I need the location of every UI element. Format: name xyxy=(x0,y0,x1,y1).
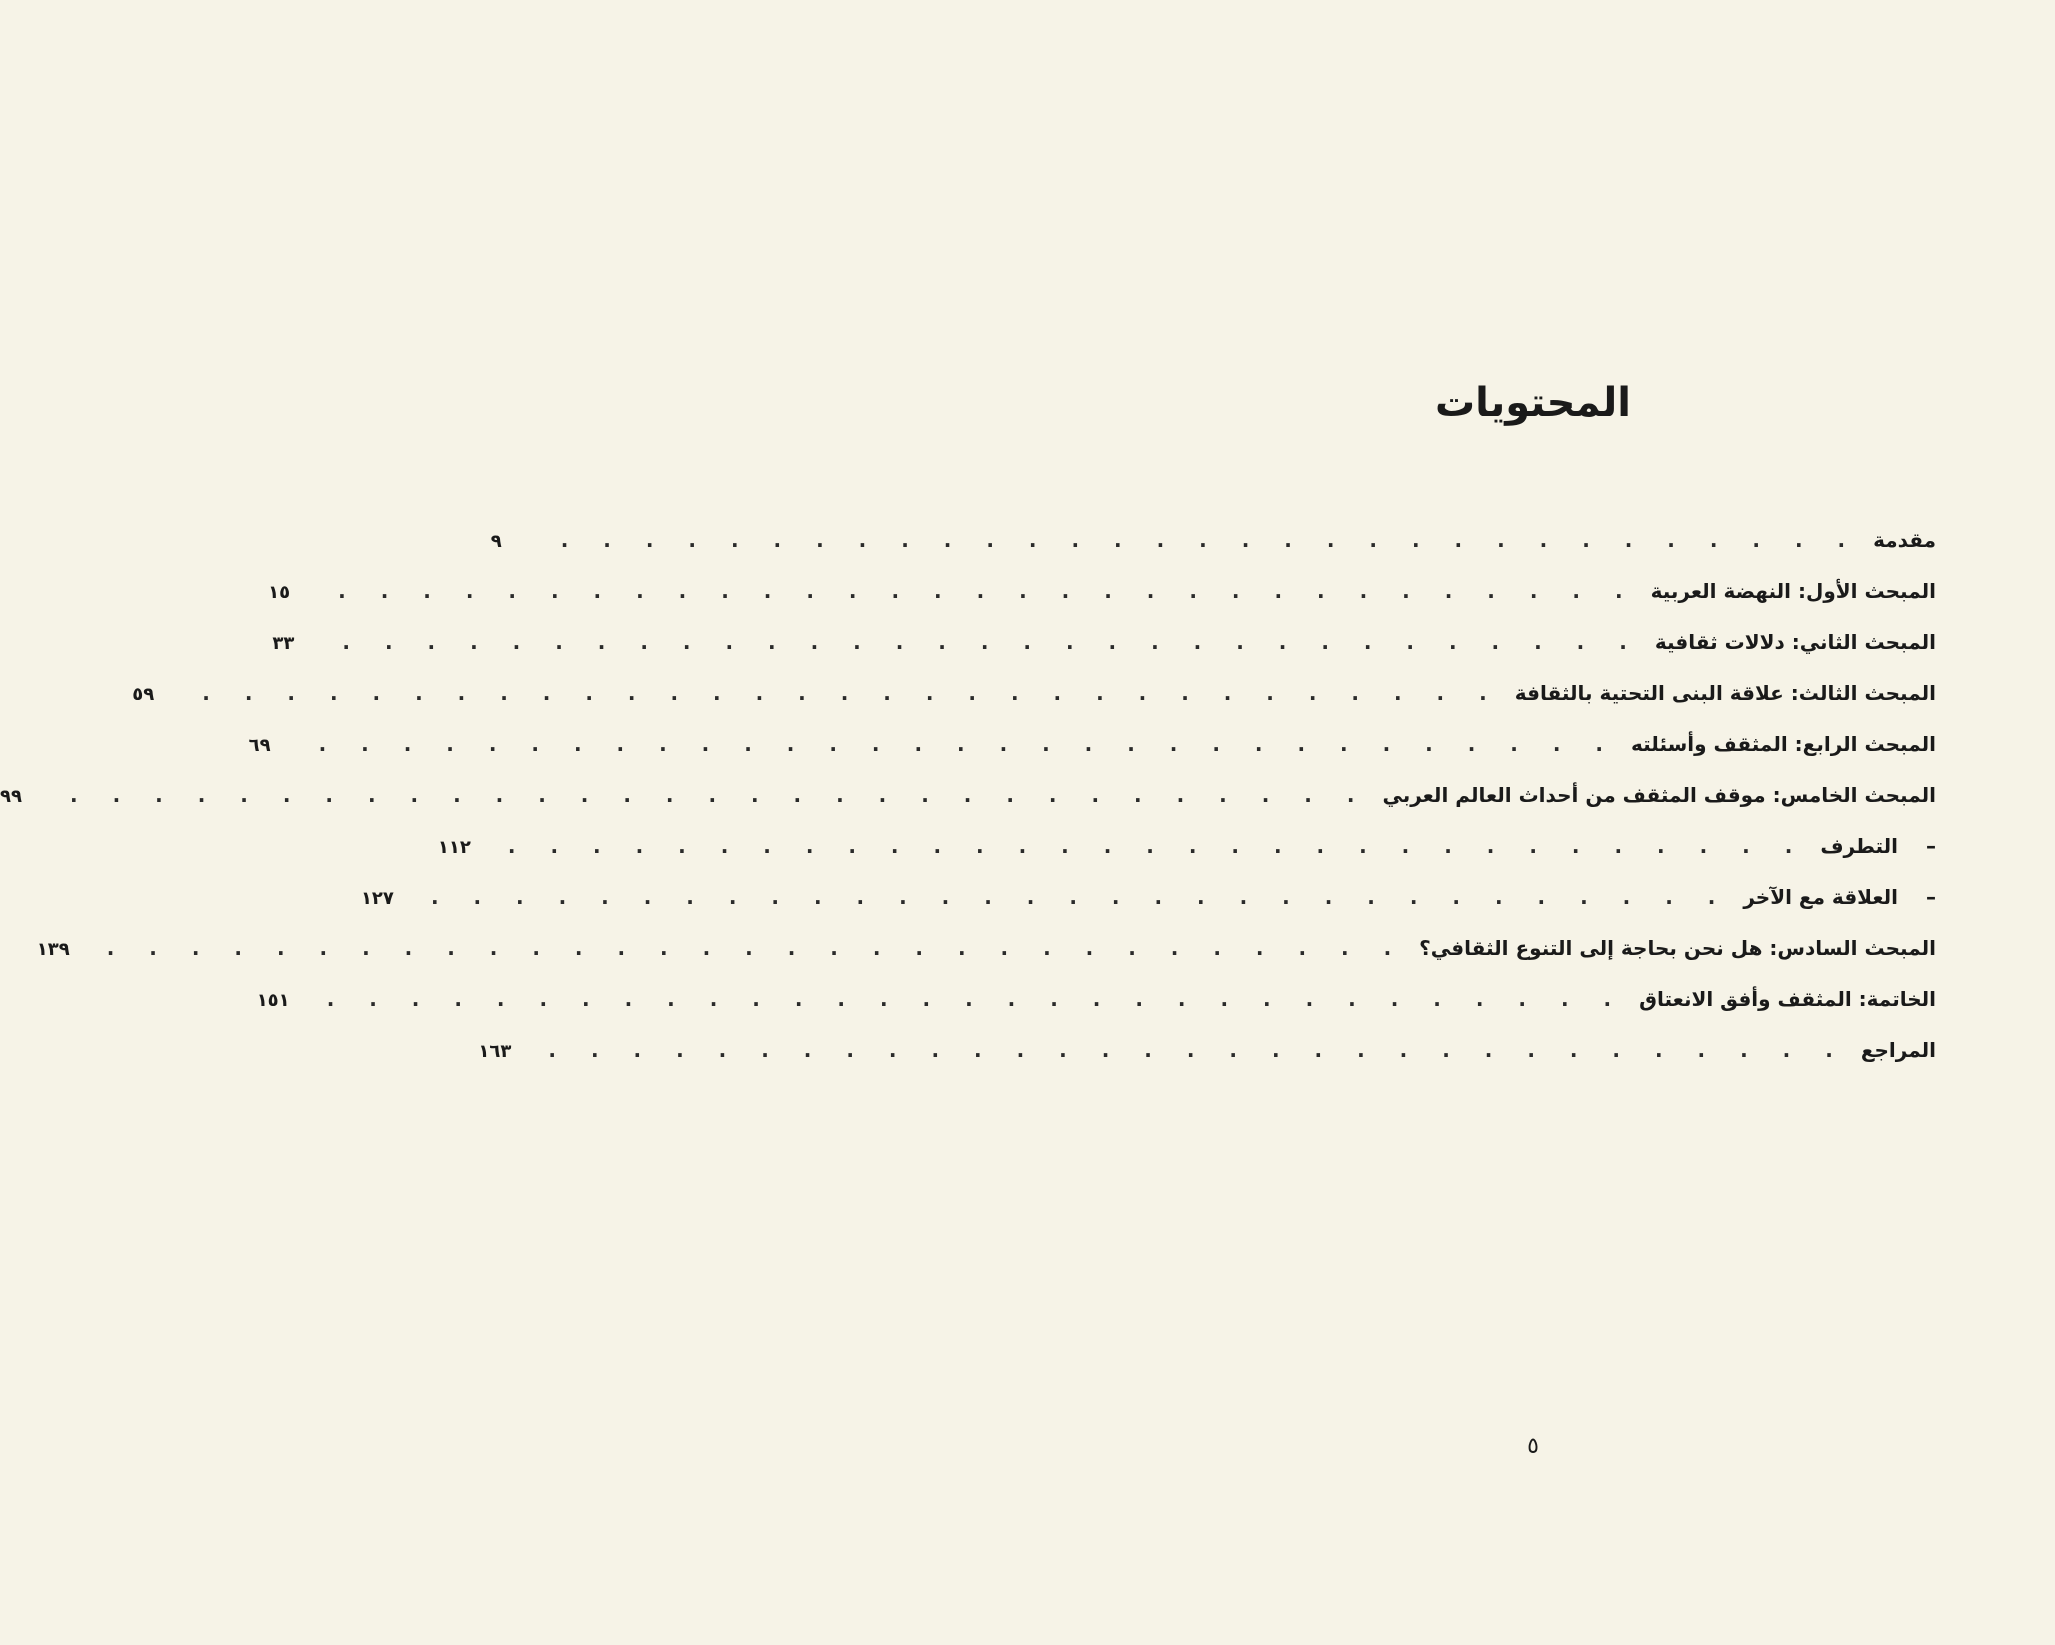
entry-page-number: ١٥١ xyxy=(256,990,290,1011)
entry-page-number: ٩ xyxy=(490,531,502,552)
entry-title: المبحث الخامس: موقف المثقف من أحداث العالم العربي xyxy=(1382,783,1936,807)
toc-entry xyxy=(248,732,1936,783)
toc-entry xyxy=(132,681,1936,732)
dot-leader: . . . . . . . . . . . . . . . . . . . . . . . . . . . . . . . xyxy=(70,783,1369,807)
entry-page-number: ١٢٧ xyxy=(360,888,394,909)
subentry-dash: – xyxy=(1926,885,1936,909)
entry-title: المبحث الثالث: علاقة البنى التحتية بالثقافة xyxy=(1514,681,1936,705)
entry-title: المبحث الثاني: دلالات ثقافية xyxy=(1654,630,1936,654)
entry-page-number: ١٦٣ xyxy=(478,1041,512,1062)
dot-leader: . . . . . . . . . . . . . . . . . . . . . . . . . . . . . . . xyxy=(507,834,1807,858)
entry-title: التطرف xyxy=(1820,834,1898,858)
entry-page-number: ٣٣ xyxy=(272,633,295,654)
entry-page-number: ١٣٩ xyxy=(36,939,70,960)
toc-subentry xyxy=(437,834,1936,885)
toc-entry xyxy=(0,783,1936,834)
toc-entry xyxy=(36,936,1936,987)
toc-entry xyxy=(272,630,1936,681)
entry-title: العلاقة مع الآخر xyxy=(1743,885,1898,909)
subentry-dash: – xyxy=(1926,834,1936,858)
entry-title: مقدمة xyxy=(1873,528,1936,552)
entry-title: المبحث الرابع: المثقف وأسئلته xyxy=(1631,732,1936,756)
table-of-contents xyxy=(0,528,1936,1089)
entry-title: المبحث السادس: هل نحن بحاجة إلى التنوع الثقافي؟ xyxy=(1419,936,1936,960)
entry-title: المبحث الأول: النهضة العربية xyxy=(1650,579,1936,603)
dot-leader: . . . . . . . . . . . . . . . . . . . . . . . . . . . . . . . xyxy=(326,987,1626,1011)
page-title: المحتويات xyxy=(1434,380,1631,426)
dot-leader: . . . . . . . . . . . . . . . . . . . . . . . . . . . . . . . xyxy=(338,579,1637,603)
dot-leader: . . . . . . . . . . . . . . . . . . . . . . . . . . . . . . . xyxy=(202,681,1501,705)
entry-page-number: ٩٩ xyxy=(0,786,23,807)
entry-page-number: ٦٩ xyxy=(248,735,271,756)
toc-entry xyxy=(490,528,1936,579)
dot-leader: . . . . . . . . . . . . . . . . . . . . . . . . . . . . . . . xyxy=(342,630,1641,654)
entry-title: الخاتمة: المثقف وأفق الانعتاق xyxy=(1639,987,1936,1011)
entry-title: المراجع xyxy=(1860,1038,1936,1062)
dot-leader: . . . . . . . . . . . . . . . . . . . . . . . . . . . . . . . xyxy=(106,936,1406,960)
toc-subentry xyxy=(360,885,1936,936)
toc-entry xyxy=(268,579,1936,630)
toc-entry xyxy=(478,1038,1936,1089)
entry-page-number: ١١٢ xyxy=(437,837,471,858)
entry-page-number: ١٥ xyxy=(268,582,291,603)
dot-leader: . . . . . . . . . . . . . . . . . . . . . . . . . . . . . . . xyxy=(430,885,1730,909)
entry-page-number: ٥٩ xyxy=(132,684,155,705)
dot-leader: . . . . . . . . . . . . . . . . . . . . . . . . . . . . . . . xyxy=(548,1038,1847,1062)
dot-leader: . . . . . . . . . . . . . . . . . . . . . . . . . . . . . . . xyxy=(318,732,1618,756)
page-number: ٥ xyxy=(1527,1434,1539,1459)
dot-leader: . . . . . . . . . . . . . . . . . . . . . . . . . . . . . . . xyxy=(560,528,1860,552)
toc-entry xyxy=(256,987,1936,1038)
